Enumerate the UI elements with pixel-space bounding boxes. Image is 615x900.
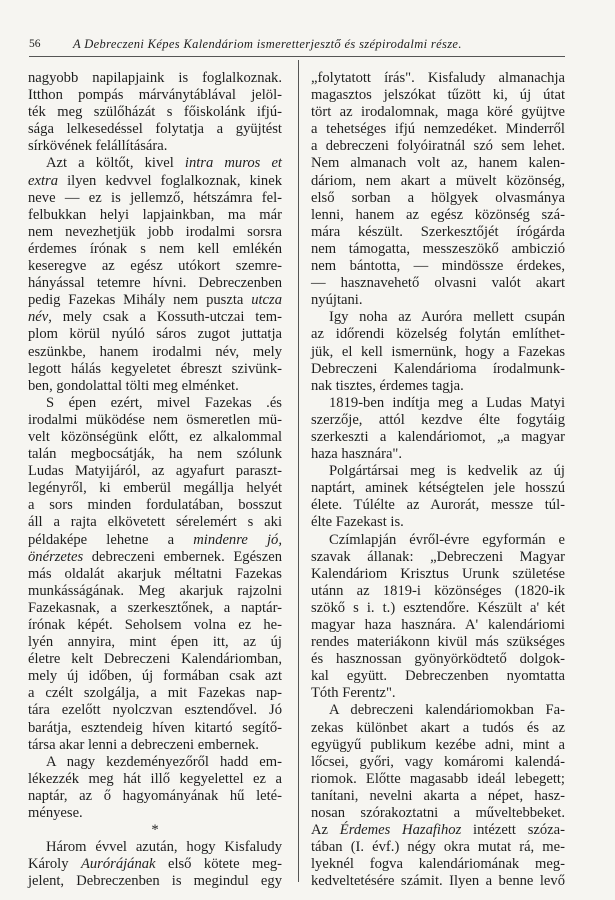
text-line: Debreczeni Kalendárioma írodalmunk- [311, 360, 565, 377]
text-line [28, 292, 282, 309]
text-line: munkásságának. Meg akarjuk rajzolni [28, 582, 282, 599]
text-line: riomok. Előtte magasabb ideál lebegett; [311, 770, 565, 787]
running-title: A Debreczeni Képes Kalendáriom ismeretterjesztő és szépirodalmi része. [73, 37, 462, 51]
text-line: legényről, ki emberül megállja helyét [28, 480, 282, 497]
text-line: mely új időben, új formában csak azt [28, 668, 282, 685]
italic-text: extra [28, 172, 58, 189]
text-line: ben, gondolattal tölti meg elménket. [28, 377, 239, 394]
paragraph [28, 70, 282, 155]
text-line: Fazekasnak, a szerkesztőnek, a naptár- [28, 599, 282, 616]
text-line: az időrendi közelség folytán említhet- [311, 326, 565, 343]
page-number: 56 [29, 38, 41, 50]
text-line: tában (I. évf.) négy okra mutat rá, me- [311, 839, 565, 856]
text-line: hányással tetemre hívni. Debreczenben [28, 275, 282, 292]
text-line [28, 532, 282, 549]
text-segment: pedig Fazekas Mihály nem puszta [28, 292, 252, 309]
text-line: jelent, Debreczenben is megindul egy [28, 873, 282, 890]
text-line: dáriom, nem akart a müvelt közönség, [311, 172, 565, 189]
paragraph [28, 754, 282, 822]
left-column [28, 70, 282, 891]
text-line: neve — ez is jellemző, hétszámra fel- [28, 189, 282, 206]
text-line: velt közönségünk előtt, ez alkalommal [28, 428, 282, 445]
paragraph [311, 532, 565, 703]
text-line: zekas különbet akart a tudós és az [311, 719, 565, 736]
text-line: rendes materiákonn kivül más szükséges [311, 634, 565, 651]
text-line: A debreczeni kalendáriomokban Fa- [329, 702, 565, 719]
text-line [28, 155, 282, 172]
text-segment: debreczeni embernek. Egészen [83, 548, 282, 565]
paragraph [28, 839, 282, 890]
italic-text: Érdemes Hazafihoz [339, 822, 462, 839]
text-segment: Az [311, 822, 340, 839]
text-line: magasztos jelszókat tűzött ki, új útat [311, 87, 565, 104]
text-line: Itthon pompás márványtáblával jelöl- [28, 87, 282, 104]
text-line: a debreczeni folyóiratnál szó sem lehet. [311, 138, 565, 155]
text-line: kedveltetésére számit. Ilyen a benne levő [311, 873, 565, 890]
paragraph [311, 309, 565, 394]
text-line: Polgártársai meg is kedvelik az új [329, 463, 565, 480]
text-line: haza hasznára". [311, 446, 403, 463]
paragraph [311, 463, 565, 531]
text-line: ték meg szülőházát s főiskolánk ifjú- [28, 104, 282, 121]
text-segment: ilyen kedvvel foglalkoznak, kinek [58, 172, 282, 189]
text-line: irodalmi müködése nem ösmeretlen mü- [28, 411, 282, 428]
text-line: naptár, az ő hagyományának hű leté- [28, 787, 282, 804]
text-line: más oldalát akarjuk méltatni Fazekas [28, 565, 282, 582]
text-line: életre kelt Debreczeni Kalendáriomban, [28, 651, 282, 668]
text-line: kal együtt. Debreczenben nyomtatta [311, 668, 565, 685]
text-line: szavak állanak: „Debreczeni Magyar [311, 548, 565, 565]
text-line: lékezzék meg hát illő kegyelettel ez a [28, 770, 282, 787]
text-line: a czélt szolgálja, a mit Fazekas nap- [28, 685, 282, 702]
italic-text: utcza [251, 292, 282, 309]
paragraph [28, 155, 282, 394]
text-line: sírkövének felállítására. [28, 138, 168, 155]
text-line: nem támogatta, messzeszökő ambiczió [311, 240, 565, 257]
column-divider [298, 60, 299, 882]
text-line: tört az irodalomnak, maga köré gyüjtve [311, 104, 565, 121]
text-line: S épen ezért, mivel Fazekas .és [46, 394, 282, 411]
text-line [28, 549, 282, 566]
text-line: Tóth Ferentz". [311, 685, 396, 702]
text-line: érdemes írónak s nem kell emlékén [28, 240, 282, 257]
text-line: plom körül nyúló sáros zugot juttatja [28, 326, 282, 343]
paragraph [311, 395, 565, 463]
right-column [311, 70, 565, 891]
paragraph [311, 70, 565, 309]
text-line: 1819-ben indítja meg a Ludas Matyi [329, 394, 565, 411]
text-line: nosan szórakoztatni a műveltebbeket. [311, 805, 565, 822]
text-line: áll a rajta elkövetett sérelemért s aki [28, 514, 282, 531]
text-line: tanítani, nevelni akarta a népet, hasz- [311, 787, 565, 804]
text-line: talán megbocsátják, ha nem szólunk [28, 446, 282, 463]
text-line: lyén annyira, mint épen itt, az új [28, 634, 282, 651]
italic-text: mindenre jó, [193, 531, 282, 548]
text-line: barátja, esztendeig híven kitartó segítő- [28, 719, 282, 736]
text-line: eszünkbe, hanem irodalmi név, mely [28, 343, 282, 360]
text-line: élte Fazekast is. [311, 514, 404, 531]
text-segment: példaképe lehetne a [28, 531, 194, 548]
text-segment: Azt a költőt, kivel [46, 155, 185, 172]
text-line: keseregve az egész utókort szemre- [28, 258, 282, 275]
text-line: élete. Túlélte az Aurorát, messze túl- [311, 497, 565, 514]
text-line: sága lelkesedéssel folytatja a gyüjtést [28, 121, 282, 138]
text-line: Nem almanach volt az, hanem kalen- [311, 155, 565, 172]
text-line: szökő s i. t.) esztendőre. Készült a' két [311, 599, 565, 616]
text-line: nyújtani. [311, 292, 363, 309]
text-segment: Károly [28, 856, 81, 873]
text-line: Három évvel azután, hogy Kisfaludy [46, 839, 282, 856]
text-line: magyar haza hasznára. A' kalendáriomi [311, 617, 565, 633]
text-line: Czímlapján évről-évre egyformán e [329, 531, 565, 548]
text-line: nem bántotta, — mindössze érdekes, [311, 258, 565, 275]
text-line: a tehetséges ifjú nemzedéket. Minderről [311, 121, 565, 138]
italic-text: önérzetes [28, 548, 84, 565]
text-line: írónak képét. Seholsem volna ez he- [28, 617, 282, 633]
paragraph [28, 395, 282, 754]
text-line [311, 822, 565, 839]
running-header [29, 36, 565, 57]
text-line: ményese. [28, 805, 83, 822]
text-line: társa akar lenni a debreczeni embernek. [28, 736, 259, 753]
text-line: naptárt, aminek kétségtelen jele hosszú [311, 480, 565, 497]
text-line: mára készült. Szerkesztőjét írógárda [311, 223, 565, 240]
text-line: Ludas Matyijáról, az agyafurt paraszt- [28, 463, 282, 480]
text-line: nak tisztes, érdemes tagja. [311, 377, 464, 394]
text-line: A nagy kezdeményezőről hadd em- [46, 753, 282, 770]
text-line: első sorban a hölgyek olvasmánya [311, 189, 565, 206]
text-line [28, 309, 282, 326]
italic-text: Aurórájának [80, 856, 156, 873]
section-separator [28, 822, 282, 839]
text-line: együgyű publikum kezébe adni, mint a [311, 736, 565, 753]
text-line: lőcsei, győri, vagy komáromi kalendá- [311, 753, 565, 770]
text-line: nem nevezhetjük jobb irodalmi sorsra [28, 223, 282, 240]
text-line: lyeknél fogva kalendáriomának meg- [311, 856, 565, 873]
text-line: és hasznossan gyönyörködtető dolgok- [311, 651, 565, 668]
text-line [28, 856, 282, 873]
text-line: utánn az 1819-i közönséges (1820-ik [311, 582, 565, 599]
text-line: Kalendáriom Krisztus Urunk születése [311, 565, 565, 582]
text-line: tára ezelőtt nyolczvan esztendővel. Jó [28, 702, 282, 719]
text-line: jük, el kell ismernünk, hogy a Fazekas [311, 343, 565, 360]
text-line: a sors minden fordulatában, bosszut [28, 497, 282, 514]
italic-text: név [28, 309, 49, 326]
text-line [28, 173, 282, 190]
text-line: szerzője, attól kezdve élte fogytáig [311, 411, 565, 428]
text-line: „folytatott írás". Kisfaludy almanachja [311, 70, 565, 86]
text-line: — hasznavehető olvasni valót akart [311, 275, 565, 292]
paragraph [311, 702, 565, 890]
text-line: szerkeszti a kalendáriomot, „a magyar [311, 428, 565, 445]
text-line: lenni, hanem az egész közönség szá- [311, 206, 565, 223]
text-line: nagyobb napilapjaink is foglalkoznak. [28, 70, 282, 86]
text-line: felbukkan helyi lapjainkban, ma már [28, 206, 282, 223]
text-line: * [151, 822, 159, 839]
italic-text: intra muros et [184, 155, 282, 172]
text-segment: első kötete meg- [155, 856, 282, 873]
text-segment: intézett szóza- [461, 822, 565, 839]
text-segment: , mely csak a Kossuth-utczai tem- [48, 309, 282, 326]
text-line: Igy noha az Auróra mellett csupán [329, 309, 565, 326]
text-line: legott hálás kegyeletet ébreszt szivünk- [28, 360, 282, 377]
